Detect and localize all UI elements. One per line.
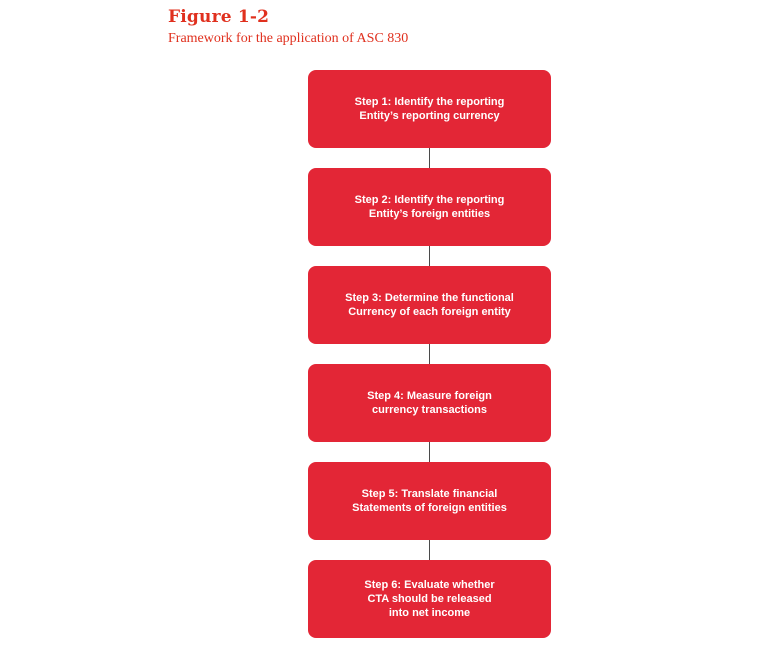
figure-label: Figure 1-2 — [168, 7, 270, 27]
connector-4-5 — [429, 442, 430, 462]
connector-3-4 — [429, 344, 430, 364]
step-2-text: Step 2: Identify the reporting Entity’s foreign entities — [354, 194, 505, 220]
step-6-box — [308, 560, 551, 638]
step-1-text: Step 1: Identify the reporting Entity’s reporting currency — [354, 96, 505, 122]
step-4-box — [308, 364, 551, 442]
step-5-text: Step 5: Translate financial Statements of foreign entities — [352, 488, 507, 514]
flowchart — [308, 70, 551, 638]
step-4-text: Step 4: Measure foreign currency transactions — [367, 390, 492, 416]
step-1-box — [308, 70, 551, 148]
step-2-box — [308, 168, 551, 246]
step-3-text: Step 3: Determine the functional Currency of each foreign entity — [345, 292, 514, 318]
figure-caption: Framework for the application of ASC 830 — [168, 31, 409, 46]
connector-1-2 — [429, 148, 430, 168]
connector-2-3 — [429, 246, 430, 266]
connector-5-6 — [429, 540, 430, 560]
step-5-box — [308, 462, 551, 540]
step-6-text: Step 6: Evaluate whether CTA should be released into net income — [364, 579, 495, 619]
step-3-box — [308, 266, 551, 344]
